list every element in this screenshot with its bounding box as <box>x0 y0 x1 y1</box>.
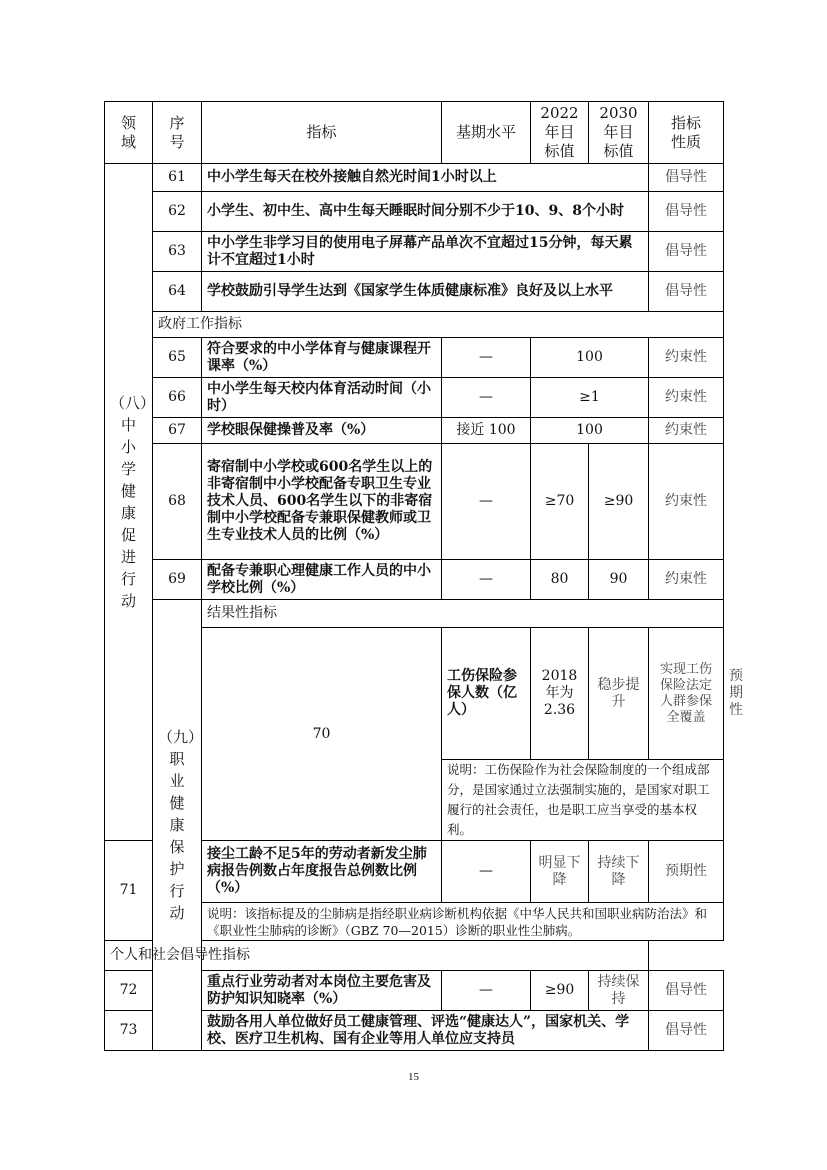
row-number: 70 <box>202 628 442 841</box>
target-2022-value: ≥90 <box>531 971 589 1011</box>
header-nature: 指标 性质 <box>649 102 724 164</box>
indicator-text: 学校眼保健操普及率（%） <box>202 418 442 444</box>
baseline-value: — <box>442 338 531 378</box>
header-domain: 领 域 <box>105 102 153 164</box>
target-2030-value: 90 <box>589 560 649 600</box>
indicator-text: 接尘工龄不足5年的劳动者新发尘肺病报告例数占年度报告总例数比例（%） <box>202 841 442 903</box>
indicator-text: 重点行业劳动者对本岗位主要危害及防护知识知晓率（%） <box>202 971 442 1011</box>
header-target-2030: 2030 年目 标值 <box>589 102 649 164</box>
section-row <box>105 600 724 628</box>
row-number: 62 <box>153 192 202 232</box>
row-number: 63 <box>153 232 202 272</box>
table-row <box>105 378 724 418</box>
indicator-nature: 约束性 <box>649 378 724 418</box>
target-2030-value: 实现工伤保险法定人群参保全覆盖 <box>649 628 724 760</box>
header-row <box>105 102 724 164</box>
baseline-value: — <box>442 378 531 418</box>
note-text: 说明：工伤保险作为社会保险制度的一个组成部分，是国家通过立法强制实施的，是国家对职工履行的社会责任，也是职工应当享受的基本权利。 <box>442 760 724 841</box>
target-2030-value: 持续保持 <box>589 971 649 1011</box>
indicator-nature: 倡导性 <box>649 1011 724 1051</box>
indicator-text: 符合要求的中小学体育与健康课程开课率（%） <box>202 338 442 378</box>
header-baseline: 基期水平 <box>442 102 531 164</box>
indicator-text: 学校鼓励引导学生达到《国家学生体质健康标准》良好及以上水平 <box>202 272 649 312</box>
indicator-text: 中小学生每天校内体育活动时间（小时） <box>202 378 442 418</box>
row-number: 72 <box>105 971 153 1011</box>
table-row <box>105 272 724 312</box>
table-row <box>105 338 724 378</box>
baseline-value: — <box>442 444 531 560</box>
section-row <box>105 941 724 971</box>
section-row <box>105 312 724 338</box>
indicator-nature: 预期性 <box>649 841 724 903</box>
page-number: 15 <box>408 1071 419 1083</box>
indicator-text: 中小学生非学习目的使用电子屏幕产品单次不宜超过15分钟，每天累计不宜超过1小时 <box>202 232 649 272</box>
baseline-value: — <box>442 560 531 600</box>
indicator-text: 鼓励各用人单位做好员工健康管理、评选“健康达人”，国家机关、学校、医疗卫生机构、国有企业等用人单位应支持员 <box>202 1011 649 1051</box>
baseline-value: 接近 100 <box>442 418 531 444</box>
indicator-nature: 倡导性 <box>649 971 724 1011</box>
target-2022-value: 80 <box>531 560 589 600</box>
row-number: 67 <box>153 418 202 444</box>
target-2022-value: 稳步提升 <box>589 628 649 760</box>
section-title-government: 政府工作指标 <box>153 312 724 338</box>
table-row <box>105 418 724 444</box>
indicator-nature: 倡导性 <box>649 232 724 272</box>
target-value: ≥1 <box>531 378 649 418</box>
indicator-nature: 约束性 <box>649 418 724 444</box>
row-number: 71 <box>105 841 153 941</box>
indicator-nature: 约束性 <box>649 338 724 378</box>
indicator-text: 中小学生每天在校外接触自然光时间1小时以上 <box>202 164 649 192</box>
row-number: 64 <box>153 272 202 312</box>
indicator-text: 小学生、初中生、高中生每天睡眠时间分别不少于10、9、8个小时 <box>202 192 649 232</box>
table-row <box>105 164 724 192</box>
row-number: 73 <box>105 1011 153 1051</box>
table-row <box>105 560 724 600</box>
row-number: 69 <box>153 560 202 600</box>
baseline-value: 2018 年为2.36 <box>531 628 589 760</box>
target-value: 100 <box>531 418 649 444</box>
baseline-value: — <box>442 841 531 903</box>
health-indicator-table <box>104 101 743 1051</box>
indicator-nature: 倡导性 <box>649 192 724 232</box>
row-number: 66 <box>153 378 202 418</box>
row-number: 61 <box>153 164 202 192</box>
table-row: 70 工伤保险参保人数（亿人） 2018 年为2.36 稳步提升 实现工伤保险法定人群参保全覆盖 预期性 <box>105 628 724 760</box>
note-text: 说明：该指标提及的尘肺病是指经职业病诊断机构依据《中华人民共和国职业病防治法》和《职业性尘肺病的诊断》（GBZ 70—2015）诊断的职业性尘肺病。 <box>202 903 724 941</box>
indicator-nature: 约束性 <box>649 560 724 600</box>
table-row <box>105 444 724 560</box>
header-target-2022: 2022 年目 标值 <box>531 102 589 164</box>
header-seq: 序 号 <box>153 102 202 164</box>
table-row <box>105 232 724 272</box>
indicator-nature: 约束性 <box>649 444 724 560</box>
target-2022-value: ≥70 <box>531 444 589 560</box>
row-number: 68 <box>153 444 202 560</box>
indicator-nature: 倡导性 <box>649 164 724 192</box>
target-2030-value: ≥90 <box>589 444 649 560</box>
target-value: 100 <box>531 338 649 378</box>
domain-9-cell: （九） 职 业 健 康 保 护 行 动 <box>153 600 202 1051</box>
domain-8-cell: （八） 中 小 学 健 康 促 进 行 动 <box>105 164 153 841</box>
indicator-text: 配备专兼职心理健康工作人员的中小学校比例（%） <box>202 560 442 600</box>
section-title-personal: 个人和社会倡导性指标 <box>105 941 649 971</box>
target-2030-value: 持续下降 <box>589 841 649 903</box>
indicator-text: 工伤保险参保人数（亿人） <box>442 628 531 760</box>
target-2022-value: 明显下降 <box>531 841 589 903</box>
row-number: 65 <box>153 338 202 378</box>
indicator-text: 寄宿制中小学校或600名学生以上的非寄宿制中小学校配备专职卫生专业技术人员、600名学生以下的非寄宿制中小学校配备专兼职保健教师或卫生专业技术人员的比例（%） <box>202 444 442 560</box>
section-title-results: 结果性指标 <box>202 600 724 628</box>
header-indicator: 指标 <box>202 102 442 164</box>
table-row <box>105 192 724 232</box>
indicator-nature: 倡导性 <box>649 272 724 312</box>
baseline-value: — <box>442 971 531 1011</box>
